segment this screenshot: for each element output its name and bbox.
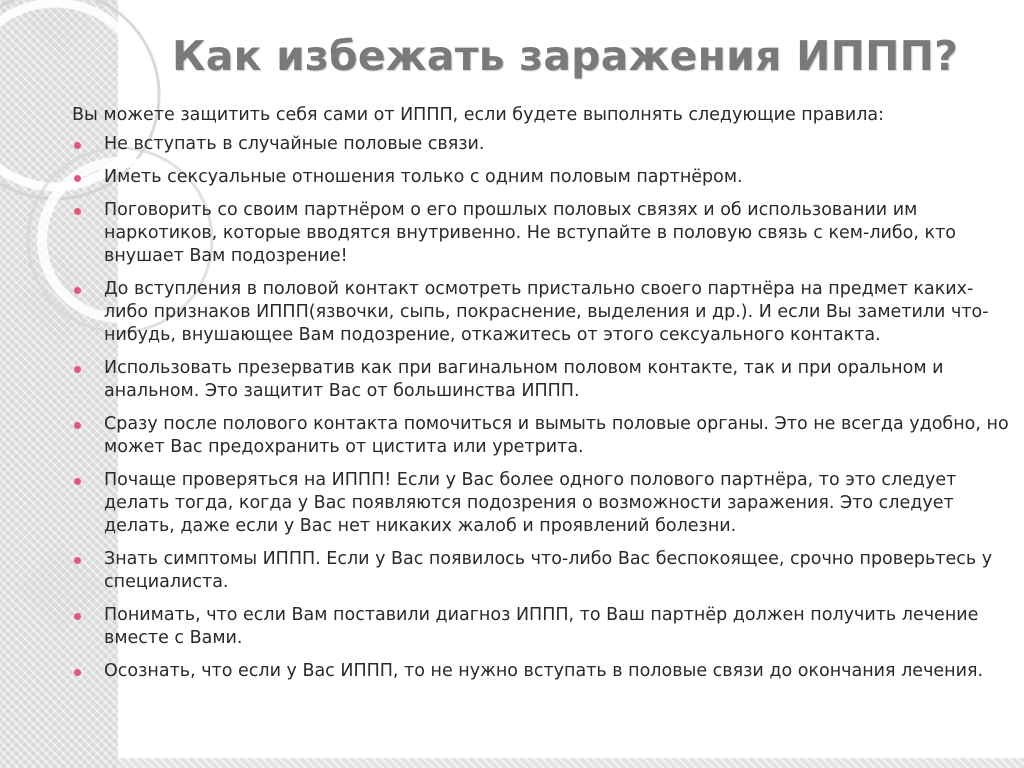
list-item	[72, 604, 1016, 650]
list-item	[72, 166, 1016, 189]
list-item	[72, 133, 1016, 156]
list-item	[72, 278, 1016, 347]
list-item	[72, 548, 1016, 594]
bullet-dot-icon	[74, 478, 81, 485]
bottom-decorative-band	[118, 758, 1024, 768]
bullet-dot-icon	[74, 422, 81, 429]
rule-text: Не вступать в случайные половые связи.	[104, 134, 485, 154]
bullet-dot-icon	[74, 613, 81, 620]
bullet-dot-icon	[74, 557, 81, 564]
bullet-dot-icon	[74, 175, 81, 182]
bullet-dot-icon	[74, 208, 81, 215]
bullet-dot-icon	[74, 142, 81, 149]
rule-text: Сразу после полового контакта помочиться и вымыть половые органы. Это не всегда удобно, но может Вас предохранить от цистита или уретрита.	[104, 414, 1009, 457]
rule-text: До вступления в половой контакт осмотреть пристально своего партнёра на предмет каких-либо признаков ИППП(язвочки, сыпь, покраснение, выделения и др.). И если Вы заметили что-нибудь, внушающее Вам подозрение, откажитесь от этого сексуального контакта.	[104, 279, 989, 345]
rule-text: Использовать презерватив как при вагинальном половом контакте, так и при оральном и анальном. Это защитит Вас от большинства ИППП.	[104, 358, 944, 401]
list-item	[72, 199, 1016, 268]
rule-text: Поговорить со своим партнёром о его прошлых половых связях и об использовании им наркотиков, которые вводятся внутривенно. Не вступайте в половую связь с кем-либо, кто внушает Вам подозрение!	[104, 200, 956, 266]
intro-text: Вы можете защитить себя сами от ИППП, если будете выполнять следующие правила:	[72, 105, 885, 125]
rules-list	[72, 133, 1016, 683]
rule-text: Понимать, что если Вам поставили диагноз ИППП, то Ваш партнёр должен получить лечение вместе с Вами.	[104, 605, 979, 648]
rule-text: Иметь сексуальные отношения только с одним половым партнёром.	[104, 167, 743, 187]
slide-title: Как избежать заражения ИППП?	[172, 32, 959, 80]
bullet-dot-icon	[74, 287, 81, 294]
list-item	[72, 469, 1016, 538]
bullet-dot-icon	[74, 669, 81, 676]
list-item	[72, 357, 1016, 403]
slide-body	[72, 104, 1016, 693]
rule-text: Знать симптомы ИППП. Если у Вас появилось что-либо Вас беспокоящее, срочно проверьтесь у специалиста.	[104, 549, 993, 592]
rule-text: Осознать, что если у Вас ИППП, то не нужно вступать в половые связи до окончания лечения.	[104, 661, 984, 681]
rule-text: Почаще проверяться на ИППП! Если у Вас более одного полового партнёра, то это следует делать тогда, когда у Вас появляются подозрения о возможности заражения. Это следует делать, даже если у Вас нет никаких жалоб и проявлений болезни.	[104, 470, 957, 536]
bullet-dot-icon	[74, 366, 81, 373]
list-item	[72, 413, 1016, 459]
list-item	[72, 660, 1016, 683]
